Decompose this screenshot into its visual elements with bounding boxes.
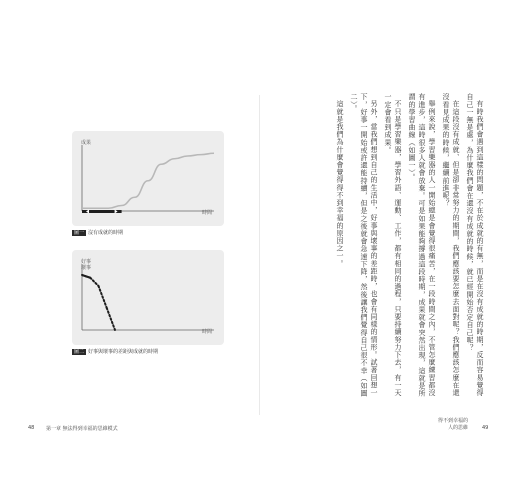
- series-dotted-segment: [99, 286, 107, 308]
- page-number-left: 48: [28, 425, 35, 431]
- figure-2-tag: 圖二: [74, 349, 85, 355]
- page-gutter: [259, 95, 260, 415]
- series-dotted-segment: [82, 275, 90, 278]
- figure-2-caption-text: 好事與壞事的差距與成就的時期: [88, 349, 159, 355]
- figure-1-caption-text: 沒有成就的時期: [88, 230, 124, 236]
- figure-1-caption: [72, 229, 123, 236]
- figure-2-x-axis-label: 時間: [202, 329, 213, 335]
- body-text: [270, 93, 485, 400]
- figure-2-y-label-line1: 好事: [81, 259, 92, 265]
- running-head-right-line1: 得不到幸福的: [438, 418, 469, 424]
- figure-2-plot: [72, 250, 224, 345]
- body-paragraph: 在這段沒有成就、但是卻非常努力的期間，我們應該要怎麼去面對呢？我們應該怎麼在還沒看見成果的時候，繼續前進呢？: [442, 93, 460, 397]
- figure-1-y-axis-label: 成果: [81, 140, 92, 146]
- figure-2-chart: [72, 250, 224, 345]
- figure-1-plot: [72, 131, 224, 226]
- figure-2-y-label-line2: 壞事: [81, 265, 92, 271]
- figure-1-tag: 圖一: [74, 230, 85, 236]
- figure-1-chart: [72, 131, 224, 226]
- running-head-right: [438, 418, 468, 432]
- running-head-left: 第一章 無法得到幸福的思維模式: [46, 426, 118, 432]
- series-line: [82, 153, 214, 208]
- body-paragraph: 有時我們會遇到這樣的問題，不在於成就的有無，而是在沒有成就的時期，反而容易覺得自己一無是處，為什麼我們會在還沒有成就的時候，就已經開始否定自己呢？: [466, 93, 484, 397]
- figure-2-caption: [72, 348, 158, 355]
- series-dotted-segment: [90, 278, 98, 286]
- page-number-right: 49: [482, 425, 489, 431]
- body-paragraph: 舉例來說，學習樂器的人一開始總是會覺得很痛苦，在一段時間之內，不管怎麼練習都沒有進步，這時很多人就會放棄。可是如果能夠撐過這段時期，成果就會突然出現，這就是所謂的學習曲線（如圖一）。: [408, 93, 436, 397]
- series-dotted-segment: [107, 308, 115, 330]
- running-head-right-line2: 人的思維: [448, 425, 469, 431]
- body-paragraph: 另外，當我們想到自己的生活中，好事與壞事的差距時，也會有同樣的情形。試著回想一下，好事一開始或許還能持續，但是之後就會急速下降，然後讓我們覺得自己很不幸（如圖二）。: [350, 93, 378, 397]
- body-paragraph: 這就是我們為什麼會覺得得不到幸福的原因之一。: [336, 100, 344, 268]
- body-paragraph: 不只是學習樂器，學習外語、運動、工作，都有相同的過程，只要持續努力下去，有一天一定會看到成果。: [384, 93, 402, 397]
- figure-1-x-axis-label: 時間: [202, 210, 213, 216]
